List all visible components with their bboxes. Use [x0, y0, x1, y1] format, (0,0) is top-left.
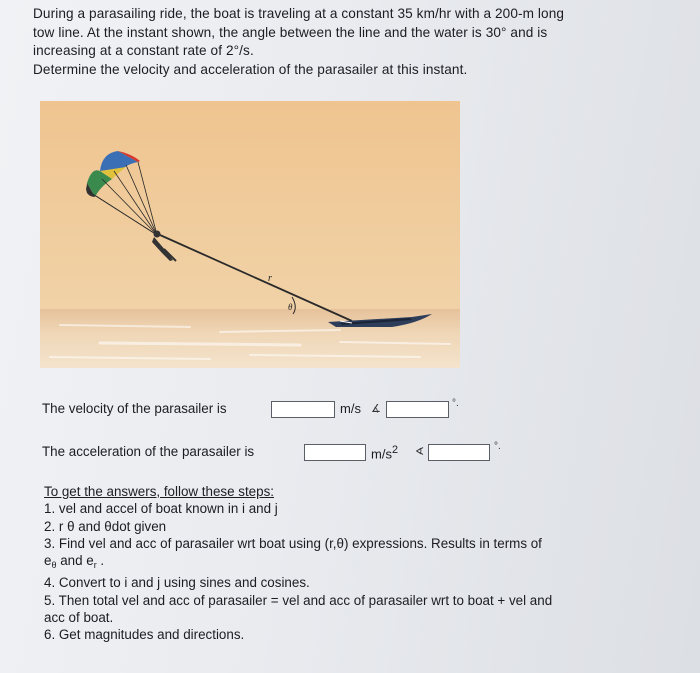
velocity-degree-mark: °.	[452, 398, 459, 409]
direction-angle-icon: ∢	[415, 446, 425, 458]
subscript-theta: θ	[51, 560, 57, 571]
subscript-r: r	[93, 560, 97, 571]
step-3-continued	[44, 552, 674, 574]
step-3: 3. Find vel and acc of parasailer wrt boat using (r,θ) expressions. Results in terms of	[44, 535, 542, 551]
velocity-angle-input[interactable]	[386, 401, 449, 418]
acceleration-angle-input[interactable]	[428, 444, 490, 461]
acceleration-magnitude-input[interactable]	[304, 444, 366, 461]
acceleration-unit-base: m/s	[371, 446, 392, 462]
problem-statement	[33, 5, 683, 79]
water-surface	[40, 309, 460, 368]
problem-line-1: During a parasailing ride, the boat is traveling at a constant 35 km/hr with a 200-m long	[33, 6, 565, 21]
step-6: 6. Get magnitudes and directions.	[44, 627, 245, 643]
problem-line-2: tow line. At the instant shown, the angle between the line and the water is 30° and is	[33, 24, 548, 40]
direction-angle-icon: ∡	[371, 403, 381, 415]
step-3-end: .	[96, 553, 105, 569]
step-5: 5. Then total vel and acc of parasailer = vel and acc of parasailer wrt to boat + vel and	[44, 592, 553, 608]
problem-line-4: Determine the velocity and acceleration of the parasailer at this instant.	[33, 61, 468, 77]
step-3-and: and e	[56, 553, 94, 569]
label-r: r	[268, 273, 272, 284]
velocity-unit: m/s	[340, 401, 361, 416]
solution-steps	[44, 483, 674, 644]
acceleration-degree-mark: °.	[494, 441, 501, 452]
acceleration-unit	[371, 444, 398, 461]
parasailing-figure	[40, 101, 460, 368]
label-theta: θ	[288, 302, 293, 312]
step-2: 2. r θ and θdot given	[44, 518, 167, 534]
problem-line-3: increasing at a constant rate of 2°/s.	[33, 43, 254, 58]
step-4: 4. Convert to i and j using sines and cosines.	[44, 575, 310, 591]
step-1: 1. vel and accel of boat known in i and j	[44, 501, 278, 517]
steps-title: To get the answers, follow these steps:	[44, 484, 274, 499]
step-5-continued: acc of boat.	[44, 610, 114, 626]
unit-vector-e: e	[44, 553, 52, 569]
parasailing-illustration	[40, 101, 460, 368]
velocity-label: The velocity of the parasailer is	[42, 401, 227, 416]
velocity-magnitude-input[interactable]	[271, 401, 335, 418]
acceleration-unit-exponent: 2	[391, 444, 398, 456]
steps-list	[44, 500, 674, 643]
acceleration-label: The acceleration of the parasailer is	[42, 444, 255, 459]
